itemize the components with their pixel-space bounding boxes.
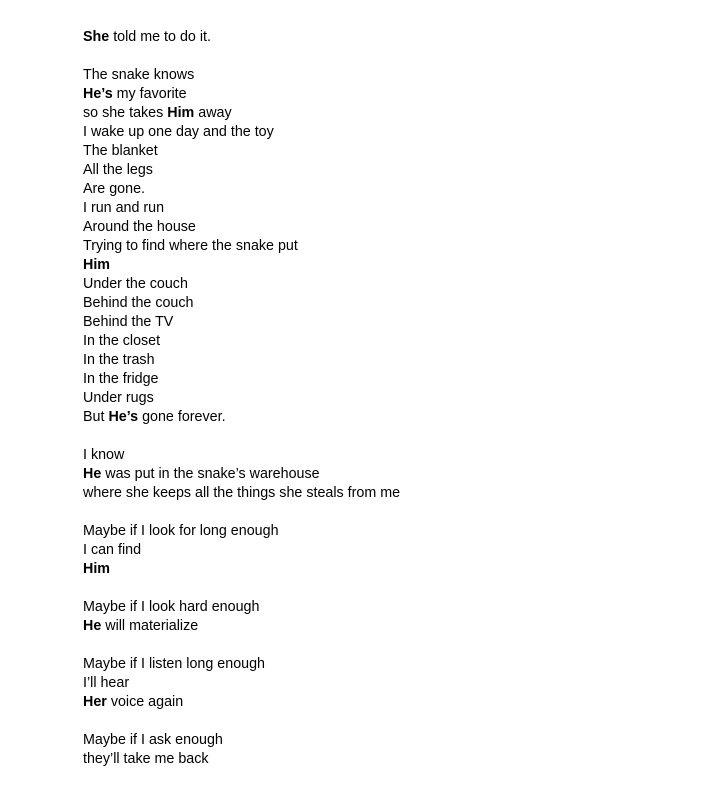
- line-text: away: [194, 105, 232, 121]
- bold-word: Him: [83, 561, 111, 577]
- poem-line: In the closet: [83, 333, 161, 349]
- poem-line: they’ll take me back: [83, 751, 209, 767]
- poem-line: [83, 617, 703, 636]
- stanza-break: [83, 47, 703, 66]
- poem-line: Trying to find where the snake put: [83, 238, 298, 254]
- poem-line: [83, 256, 703, 275]
- poem-line: [83, 28, 703, 47]
- bold-word: He: [83, 466, 102, 482]
- stanza-break: [83, 503, 703, 522]
- bold-word: Him: [83, 257, 111, 273]
- poem-line: Are gone.: [83, 181, 145, 197]
- poem-line: [83, 85, 703, 104]
- poem-line: I run and run: [83, 200, 165, 216]
- poem-line: Maybe if I look hard enough: [83, 599, 260, 615]
- poem-line: I can find: [83, 542, 142, 558]
- poem-line: where she keeps all the things she steals from me: [83, 485, 401, 501]
- poem-line: I wake up one day and the toy: [83, 124, 274, 140]
- stanza-break: [83, 712, 703, 731]
- bold-word: He’s: [83, 86, 113, 102]
- bold-word: Her: [83, 694, 107, 710]
- bold-word: Him: [167, 105, 195, 121]
- poem-line: Maybe if I listen long enough: [83, 656, 266, 672]
- line-text: gone forever.: [138, 409, 226, 425]
- line-text: voice again: [106, 694, 184, 710]
- line-text: was put in the snake’s warehouse: [101, 466, 320, 482]
- poem-line: The blanket: [83, 143, 158, 159]
- poem-line: Behind the couch: [83, 295, 194, 311]
- poem-line: I’ll hear: [83, 675, 130, 691]
- poem-line: Maybe if I look for long enough: [83, 523, 279, 539]
- line-text: so she takes: [83, 105, 168, 121]
- stanza-break: [83, 579, 703, 598]
- bold-word: He’s: [108, 409, 139, 425]
- poem-line: Behind the TV: [83, 314, 174, 330]
- line-text: will materialize: [101, 618, 199, 634]
- poem-line: [83, 560, 703, 579]
- stanza-break: [83, 427, 703, 446]
- line-text: my favorite: [112, 86, 187, 102]
- poem-line: Under the couch: [83, 276, 188, 292]
- poem-line: [83, 104, 703, 123]
- poem-line: In the fridge: [83, 371, 159, 387]
- bold-word: She: [83, 29, 110, 45]
- stanza-break: [83, 636, 703, 655]
- poem-line: [83, 693, 703, 712]
- poem-line: Under rugs: [83, 390, 154, 406]
- bold-word: He: [83, 618, 102, 634]
- line-text: But: [83, 409, 109, 425]
- poem-line: I know: [83, 447, 125, 463]
- poem-line: All the legs: [83, 162, 153, 178]
- poem-page: [83, 28, 703, 769]
- poem-line: Maybe if I ask enough: [83, 732, 223, 748]
- poem-line: [83, 408, 703, 427]
- poem-line: In the trash: [83, 352, 155, 368]
- poem-line: [83, 465, 703, 484]
- line-text: told me to do it.: [109, 29, 211, 45]
- poem-line: The snake knows: [83, 67, 195, 83]
- poem-line: Around the house: [83, 219, 196, 235]
